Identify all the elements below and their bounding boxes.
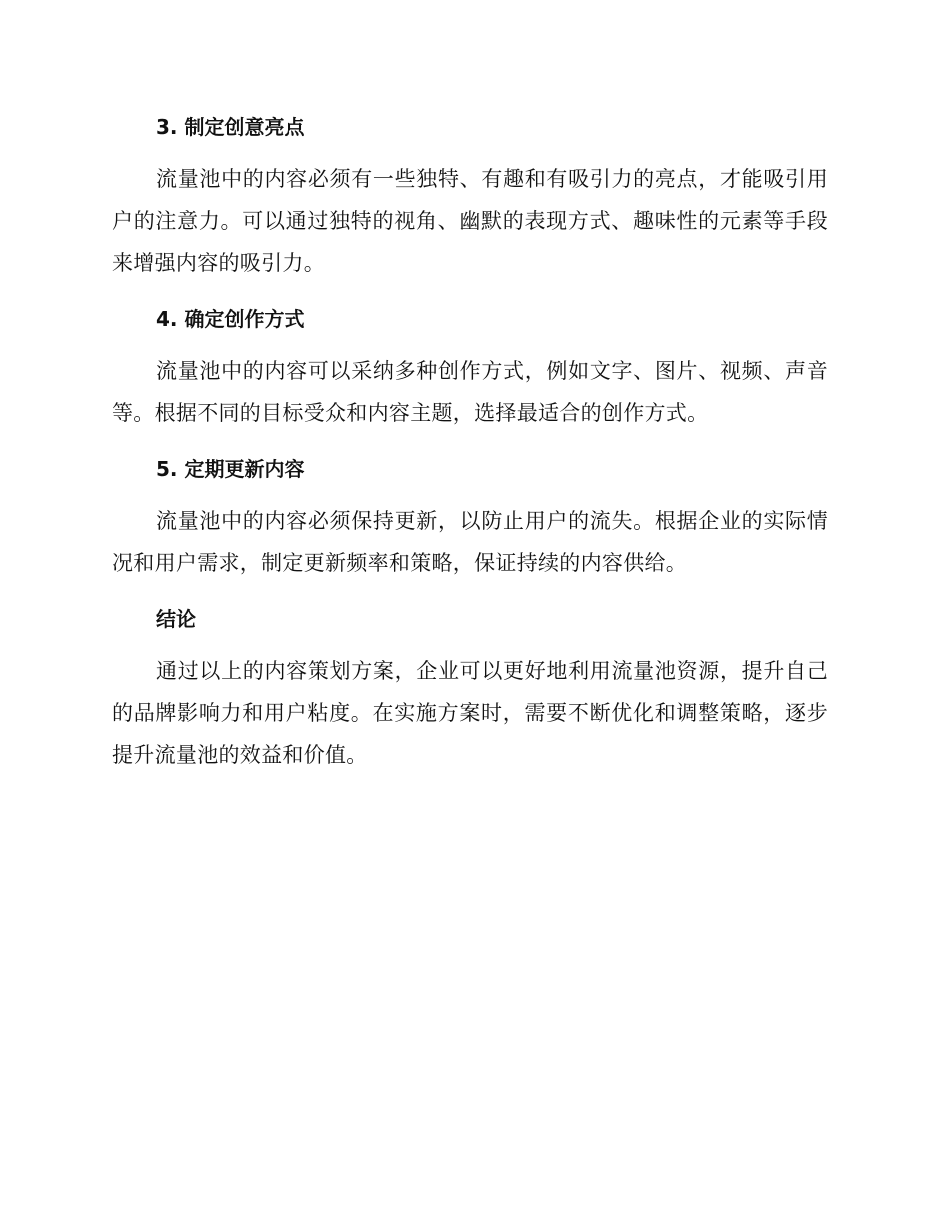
- section-conclusion: [112, 602, 828, 776]
- section-heading: 3. 制定创意亮点: [156, 115, 305, 139]
- section-paragraph: 流量池中的内容必须有一些独特、有趣和有吸引力的亮点，才能吸引用户的注意力。可以通过独特的视角、幽默的表现方式、趣味性的元素等手段来增强内容的吸引力。: [112, 167, 828, 275]
- section-creation-method: [112, 302, 828, 434]
- section-creative-highlights: [112, 110, 828, 284]
- section-heading: 5. 定期更新内容: [156, 457, 305, 481]
- section-regular-updates: [112, 452, 828, 584]
- document-page: [112, 110, 828, 794]
- section-paragraph: 流量池中的内容必须保持更新，以防止用户的流失。根据企业的实际情况和用户需求，制定更新频率和策略，保证持续的内容供给。: [112, 509, 828, 575]
- section-heading: 结论: [156, 607, 196, 631]
- section-heading: 4. 确定创作方式: [156, 307, 305, 331]
- section-paragraph: 流量池中的内容可以采纳多种创作方式，例如文字、图片、视频、声音等。根据不同的目标受众和内容主题，选择最适合的创作方式。: [112, 359, 828, 425]
- section-paragraph: 通过以上的内容策划方案，企业可以更好地利用流量池资源，提升自己的品牌影响力和用户粘度。在实施方案时，需要不断优化和调整策略，逐步提升流量池的效益和价值。: [112, 659, 828, 767]
